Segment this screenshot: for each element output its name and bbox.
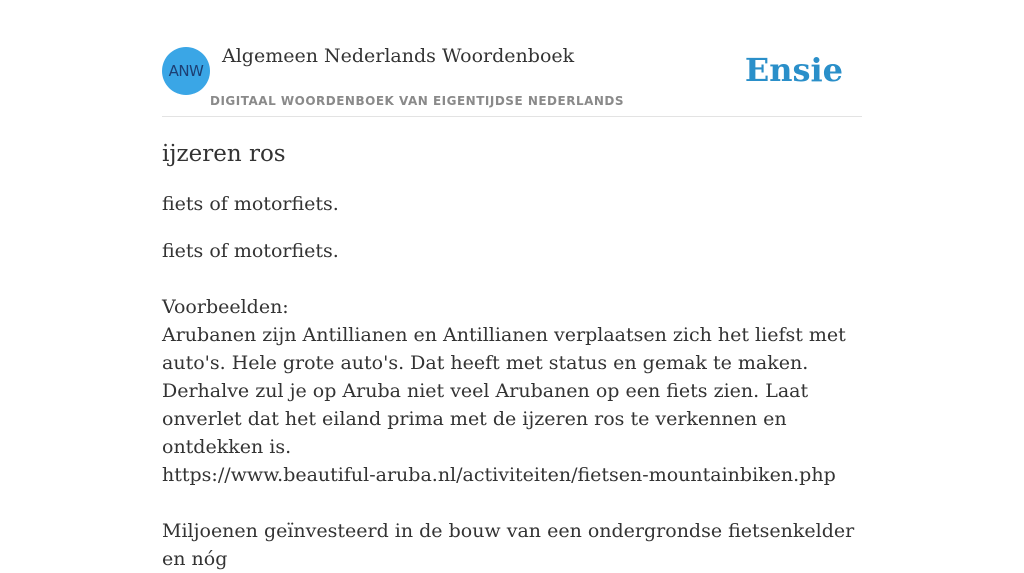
examples-label: Voorbeelden: xyxy=(162,296,289,318)
example-source-link[interactable]: https://www.beautiful-aruba.nl/activiteiten/fietsen-mountainbiken.php xyxy=(162,464,836,486)
ensie-brand-link[interactable]: Ensie xyxy=(744,51,843,89)
anw-logo[interactable]: ANW xyxy=(162,47,210,95)
example-text: Arubanen zijn Antillianen en Antillianen verplaatsen zich het liefst met auto's. Hele grote auto's. Dat heeft met status en gemak te maken. Derhalve zul je op Aruba niet veel Arubanen op een fiets zien. Laat onverlet dat het eiland prima met de ijzeren ros te verkennen en ontdekken is. xyxy=(162,324,846,458)
example-item xyxy=(162,517,862,573)
entry-headword: ijzeren ros xyxy=(162,141,286,167)
entry-content xyxy=(162,138,862,573)
entry-definition: fiets of motorfiets. xyxy=(162,240,339,262)
site-header xyxy=(162,40,862,117)
example-item xyxy=(162,321,862,489)
example-text: Miljoenen geïnvesteerd in de bouw van een ondergrondse fietsenkelder en nóg xyxy=(162,520,855,570)
site-title[interactable]: Algemeen Nederlands Woordenboek xyxy=(222,45,575,67)
site-subtitle: DIGITAAL WOORDENBOEK VAN EIGENTIJDSE NEDERLANDS xyxy=(210,94,625,108)
entry-short-definition: fiets of motorfiets. xyxy=(162,193,339,215)
